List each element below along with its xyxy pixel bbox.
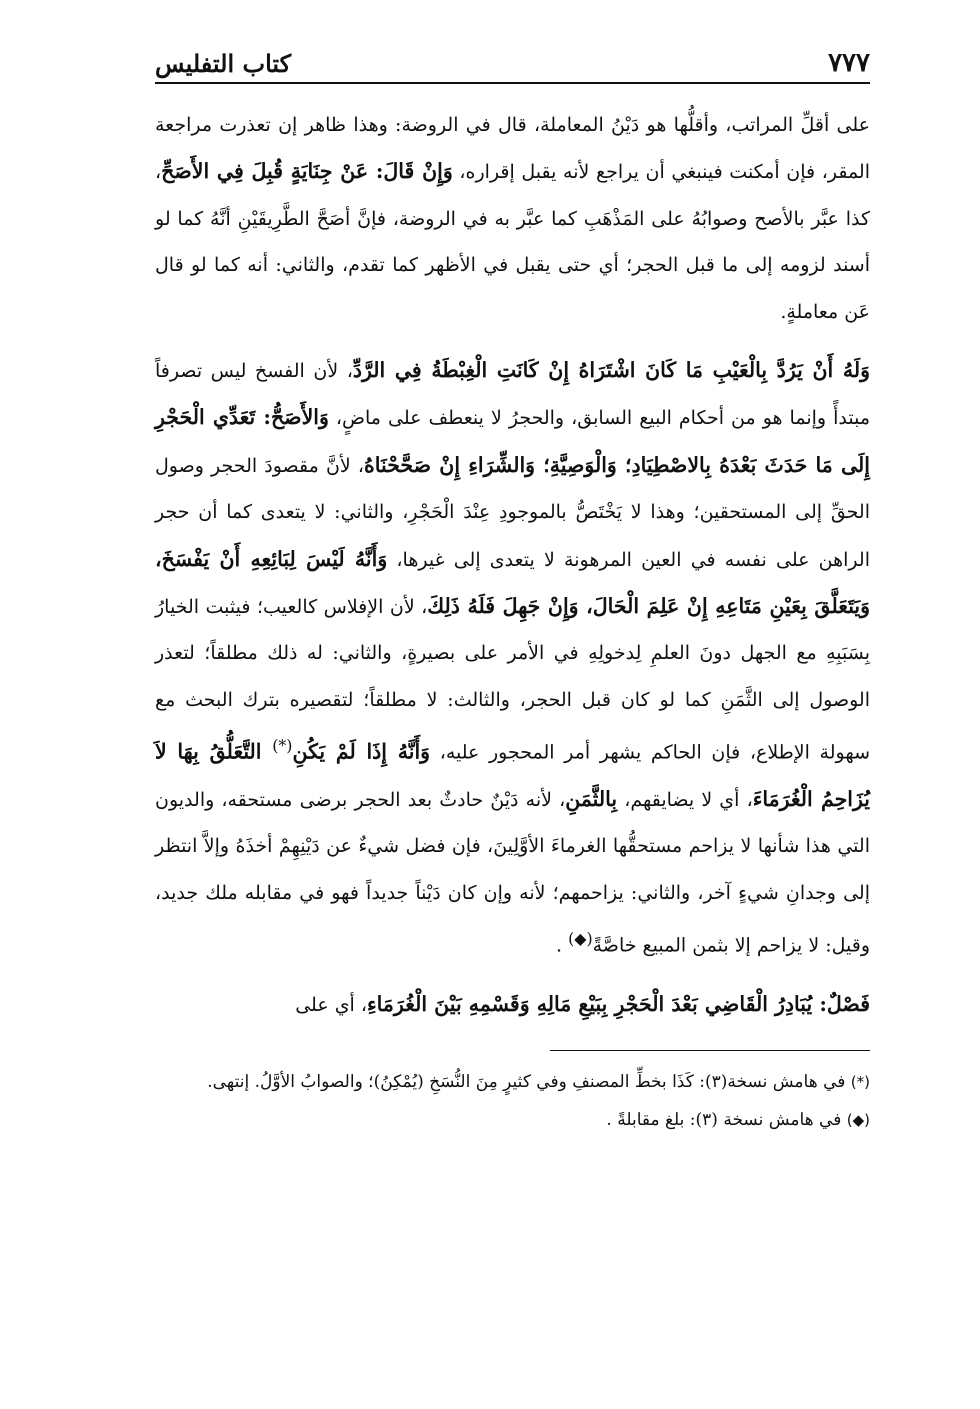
matn-text: التَّعَلُّقُ بِهَا لاَ يُزَاحِمُ الْغُرَمَاءَ — [155, 739, 870, 812]
footnote-marker: (*) — [850, 1073, 870, 1092]
matn-text: وَالأَصَحُّ: تَعَدِّي الْحَجْرِ إِلَى مَا حَدَثَ بَعْدَهُ بِالاصْطِيَادِ؛ وَالْوَصِيَّةِ؛ وَالشِّرَاءِ إِنْ صَحَّحْنَاهُ — [155, 405, 870, 477]
footnote-text: في هامش نسخة(٣): كَذَا بخطِّ المصنفِ وفي كثيرٍ مِنَ النُّسَخِ (يُمْكِنُ)؛ والصوابُ الأوَّلُ. إنتهى. — [207, 1072, 851, 1093]
chapter-title: كتاب التفليس — [155, 49, 292, 78]
matn-text: وَلَهُ أَنْ يَرُدَّ بِالْعَيْبِ مَا كَانَ اشْتَرَاهُ إِنْ كَانَتِ الْغِبْطَةُ فِي الرَّدِّ — [352, 358, 870, 383]
commentary-text: ، أي لا يضايقهم، — [617, 789, 753, 812]
footnote-marker: (◆) — [846, 1111, 870, 1130]
matn-text: وَإِنْ قَالَ: عَنْ جِنَايَةٍ قُبِلَ فِي الأَصَحِّ — [161, 159, 453, 184]
footnote-2 — [155, 1101, 870, 1139]
page-number: ٧٧٧ — [828, 48, 870, 78]
footnote-text: في هامش نسخة (٣): بلغ مقابلةً . — [606, 1110, 847, 1131]
body-text — [155, 102, 870, 1028]
commentary-text: . — [556, 934, 569, 957]
footnote-divider — [550, 1050, 870, 1051]
commentary-text: ، كذا عبَّر بالأصح وصوابُهُ على المَذْهَبِ كما عبَّر به في الروضة، فإنَّ أصَحَّ الطَّرِيقَيْنِ أنَّهُ كما لو أسند لزومه إلى ما قبل الحجر؛ أي حتى يقبل في الأظهر كما تقدم، والثاني: أنه كما لو قال عَن معاملةٍ. — [155, 161, 870, 323]
commentary-text: ، لأنه دَيْنٌ حادثٌ بعد الحجر برضى مستحقه، والديون التي هذا شأنها لا يزاحم مستحقُّها الغرماءَ الأوَّلِينَ، فإن فضل شيءٌ عن دَيْنِهِمْ أخذَهُ وإلاَّ انتظر إلى وجدانِ شيءٍ آخر، والثاني: يزاحمهم؛ لأنه وإن كان دَيْناً جديداً فهو في مقابله ملك جديد، وقيل: لا يزاحم إلا بثمن المبيع خاصَّةً — [155, 789, 870, 957]
commentary-text: ، لأنَّ مقصودَ الحجر وصول الحقِّ إلى المستحقين؛ وهذا لا يَخْتَصُّ بالموجودِ عِنْدَ الْحَجْرِ، والثاني: لا يتعدى كما أن حجر الراهن على نفسه في العين المرهونة لا يتعدى إلى غيرها، — [155, 454, 870, 571]
paragraph-2 — [155, 347, 870, 969]
footnote-reference[interactable]: (*) — [272, 736, 293, 756]
commentary-text: على أقلِّ المراتب، وأقلُّها هو دَيْنُ المعاملة، قال في الروضة: وهذا ظاهر إن تعذرت مراجعة المقر، فإن أمكنت فينبغي أن يراجع لأنه يقبل إقراره، — [155, 114, 870, 184]
footnote-1 — [155, 1063, 870, 1101]
footnote-reference[interactable]: (◆) — [568, 929, 593, 949]
commentary-text: ، لأن الإفلاس كالعيب؛ فيثبت الخيارُ بِسَبَبِهِ مع الجهل دونَ العلمِ لِدخولِهِ في الأمر على بصيرةٍ، والثاني: له ذلك مطلقاً؛ لتعذر الوصول إلى الثَّمَنِ كما لو كان قبل الحجر، والثالث: لا مطلقاً؛ لتقصيره بترك البحث مع سهولة الإطلاع، فإن الحاكم يشهر أمر المحجور عليه، — [155, 596, 871, 764]
matn-text: فَصْلٌ: يُبَادِرُ الْقَاضِي بَعْدَ الْحَجْرِ بِبَيْعِ مَالِهِ وَقَسْمِهِ بَيْنَ الْغُرَمَاءِ — [367, 991, 870, 1016]
paragraph-3 — [155, 981, 870, 1028]
commentary-text: ، لأن الفسخ ليس تصرفاً مبتدأً وإنما هو من أحكام البيع السابق، والحجرُ لا ينعطف على ماضٍ، — [155, 360, 870, 430]
matn-text: وَأَنَّهُ إِذَا لَمْ يَكُنِ — [292, 739, 431, 764]
footnotes — [155, 1063, 870, 1139]
commentary-text: ، أي على — [295, 993, 368, 1016]
matn-text: بِالثَّمَنِ — [565, 787, 618, 812]
matn-text: وَأَنَّهُ لَيْسَ لِبَائِعِهِ أَنْ يَفْسَخَ، وَيَتَعَلَّقَ بِعَيْنِ مَتَاعِهِ إِنْ عَلِمَ الْحَالَ، وَإِنْ جَهِلَ فَلَهُ ذَلِكَ — [155, 546, 870, 619]
paragraph-1 — [155, 102, 870, 335]
running-header — [155, 38, 870, 84]
